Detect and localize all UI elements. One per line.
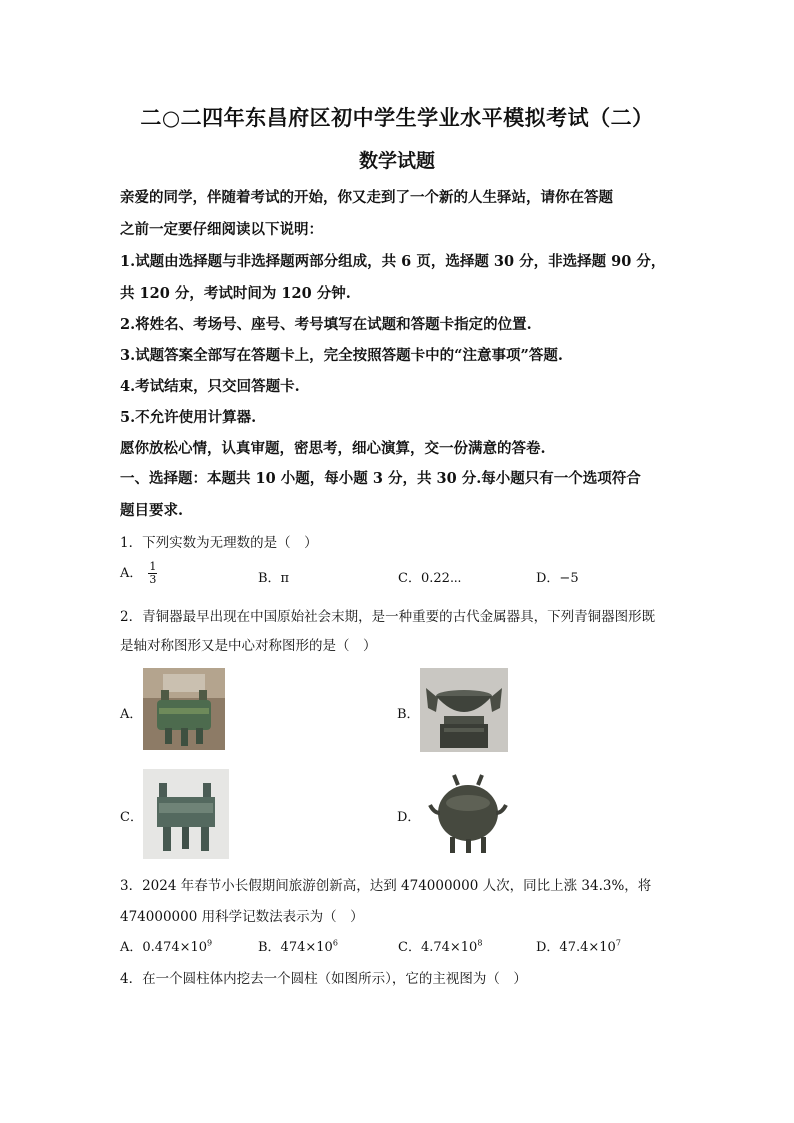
q3-stem-line-1: 3．2024 年春节小长假期间旅游创新高，达到 474000000 人次，同比上涨 34.3%，将: [120, 878, 652, 894]
q3-option-c-base: C．4.74×10: [398, 940, 478, 955]
instruction-4: 4.考试结束，只交回答题卡.: [120, 378, 300, 395]
q3-option-d-exponent: 7: [615, 938, 621, 948]
q4-stem: 4．在一个圆柱体内挖去一个圆柱（如图所示），它的主视图为（ ）: [120, 971, 527, 987]
q3-option-a: [120, 936, 212, 955]
q3-option-c: [398, 936, 482, 955]
intro-line-2: 之前一定要仔细阅读以下说明：: [120, 221, 323, 238]
q3-stem-line-2: 474000000 用科学记数法表示为（ ）: [120, 909, 364, 925]
q3-option-a-exponent: 9: [207, 938, 213, 948]
instruction-3: 3.试题答案全部写在答题卡上，完全按照答题卡中的“注意事项”答题.: [120, 347, 563, 364]
q3-option-d-base: D．47.4×10: [536, 940, 616, 955]
q2-stem-line-2: 是轴对称图形又是中心对称图形的是（ ）: [120, 638, 377, 654]
bronze-vessel-icon: [143, 769, 229, 859]
bronze-vessel-icon: [420, 668, 508, 752]
q2-option-d-label: D．: [397, 810, 421, 825]
q2-option-c-label: C．: [120, 810, 143, 825]
q2-option-b-label: B．: [397, 707, 420, 722]
exam-subtitle: 数学试题: [358, 150, 435, 172]
q1-option-a: [120, 561, 157, 586]
instruction-2: 2.将姓名、考场号、座号、考号填写在试题和答题卡指定的位置.: [120, 316, 532, 333]
q1-option-c: C．0.22⋯: [398, 571, 462, 586]
fraction-numerator: 1: [149, 560, 157, 573]
exam-title: 二○二四年东昌府区初中学生学业水平模拟考试（二）: [140, 105, 654, 130]
bronze-dui-photo-d: [424, 769, 512, 859]
bronze-ding-photo-a: [143, 668, 225, 750]
q1-option-a-label: A．: [120, 566, 143, 581]
q3-option-d: [536, 936, 621, 955]
closing-line: 愿你放松心情，认真审题，密思考，细心演算，交一份满意的答卷.: [120, 440, 546, 457]
q1-option-a-fraction: [148, 561, 157, 586]
intro-line-1: 亲爱的同学，伴随着考试的开始，你又走到了一个新的人生驿站，请你在答题: [120, 189, 613, 206]
q3-option-b-base: B．474×10: [258, 940, 333, 955]
bronze-vessel-photo-b: [420, 668, 508, 752]
q3-option-b: [258, 936, 338, 955]
section-1-heading-line-2: 题目要求.: [120, 502, 184, 519]
q3-option-a-base: A．0.474×10: [120, 940, 208, 955]
q2-stem-line-1: 2．青铜器最早出现在中国原始社会末期，是一种重要的古代金属器具，下列青铜器图形既: [120, 609, 656, 625]
q1-option-b: B．π: [258, 571, 290, 586]
bronze-ding-photo-c: [143, 769, 229, 859]
instruction-1-line-2: 共 120 分，考试时间为 120 分钟.: [120, 285, 351, 302]
instruction-1-line-1: 1.试题由选择题与非选择题两部分组成，共 6 页，选择题 30 分，非选择题 90 分，: [120, 253, 666, 270]
instruction-5: 5.不允许使用计算器.: [120, 409, 257, 426]
q3-option-b-exponent: 6: [332, 938, 338, 948]
q3-option-c-exponent: 8: [477, 938, 483, 948]
q2-option-a-label: A．: [120, 707, 143, 722]
fraction-denominator: 3: [149, 573, 157, 586]
q1-stem: 1．下列实数为无理数的是（ ）: [120, 535, 318, 551]
q1-option-d: D．−5: [536, 571, 579, 586]
bronze-vessel-icon: [424, 769, 512, 859]
bronze-vessel-icon: [143, 668, 225, 750]
section-1-heading-line-1: 一、选择题：本题共 10 小题，每小题 3 分，共 30 分.每小题只有一个选项符合: [120, 470, 641, 487]
